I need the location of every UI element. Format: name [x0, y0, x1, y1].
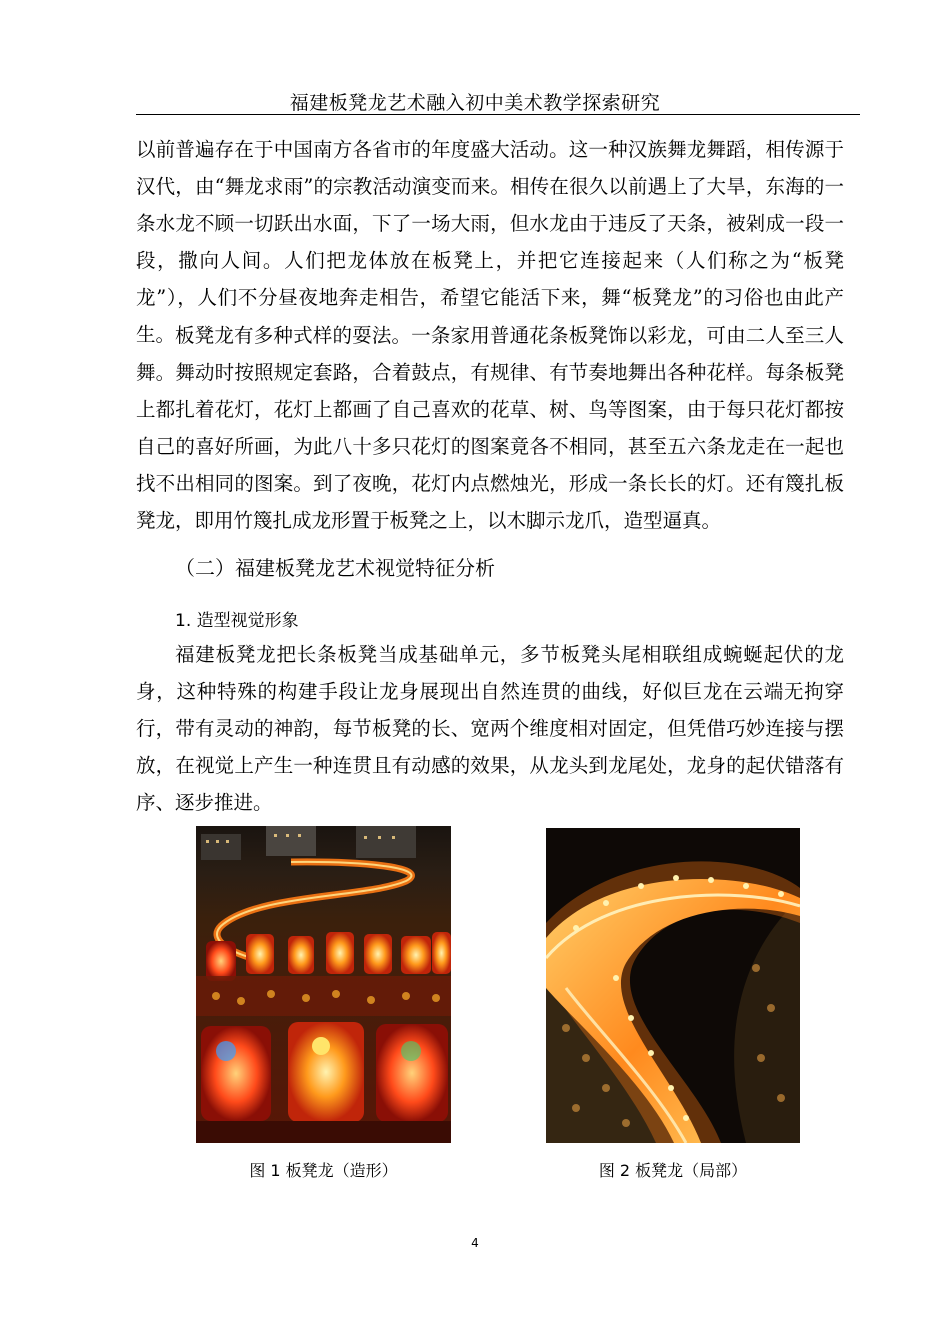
figure-2-caption: 图 2 板凳龙（局部）	[598, 1161, 748, 1180]
figure-1-image	[196, 826, 451, 1143]
figure-1-caption: 图 1 板凳龙（造形）	[249, 1161, 398, 1180]
page-number: 4	[471, 1236, 479, 1250]
running-header: 福建板凳龙艺术融入初中美术教学探索研究	[289, 92, 661, 114]
section-heading: （二）福建板凳龙艺术视觉特征分析	[175, 556, 495, 580]
paragraph-2: 板凳龙有多种式样的耍法。一条家用普通花条板凳饰以彩龙，可由二人至三人舞。舞动时按照规定套路，合着鼓点，有规律、有节奏地舞出各种花样。每条板凳上都扎着花灯，花灯上都画了自己喜欢的花草、树、鸟等图案，由于每只花灯都按自己的喜好所画，为此八十多只花灯的图案竟各不相同，甚至五六条龙走在一起也找不出相同的图案。到了夜晚，花灯内点燃烛光，形成一条长长的灯。还有篾扎板凳龙，即用竹篾扎成龙形置于板凳之上，以木脚示龙爪，造型逼真。	[136, 324, 844, 532]
figure-2-image	[546, 828, 800, 1143]
subsection-heading: 1. 造型视觉形象	[175, 611, 299, 631]
paragraph-1: 以前普遍存在于中国南方各省市的年度盛大活动。这一种汉族舞龙舞蹈，相传源于汉代，由“舞龙求雨”的宗教活动演变而来。相传在很久以前遇上了大旱，东海的一条水龙不顾一切跃出水面，下了一场大雨，但水龙由于违反了天条，被剁成一段一段，撒向人间。人们把龙体放在板凳上，并把它连接起来（人们称之为“板凳龙”），人们不分昼夜地奔走相告，希望它能活下来，舞“板凳龙”的习俗也由此产生。	[136, 138, 844, 346]
header-rule	[136, 114, 860, 115]
paragraph-3: 福建板凳龙把长条板凳当成基础单元，多节板凳头尾相联组成蜿蜒起伏的龙身，这种特殊的构建手段让龙身展现出自然连贯的曲线，好似巨龙在云端无拘穿行，带有灵动的神韵，每节板凳的长、宽两个维度相对固定，但凭借巧妙连接与摆放，在视觉上产生一种连贯且有动感的效果，从龙头到龙尾处，龙身的起伏错落有序、逐步推进。	[136, 643, 844, 814]
